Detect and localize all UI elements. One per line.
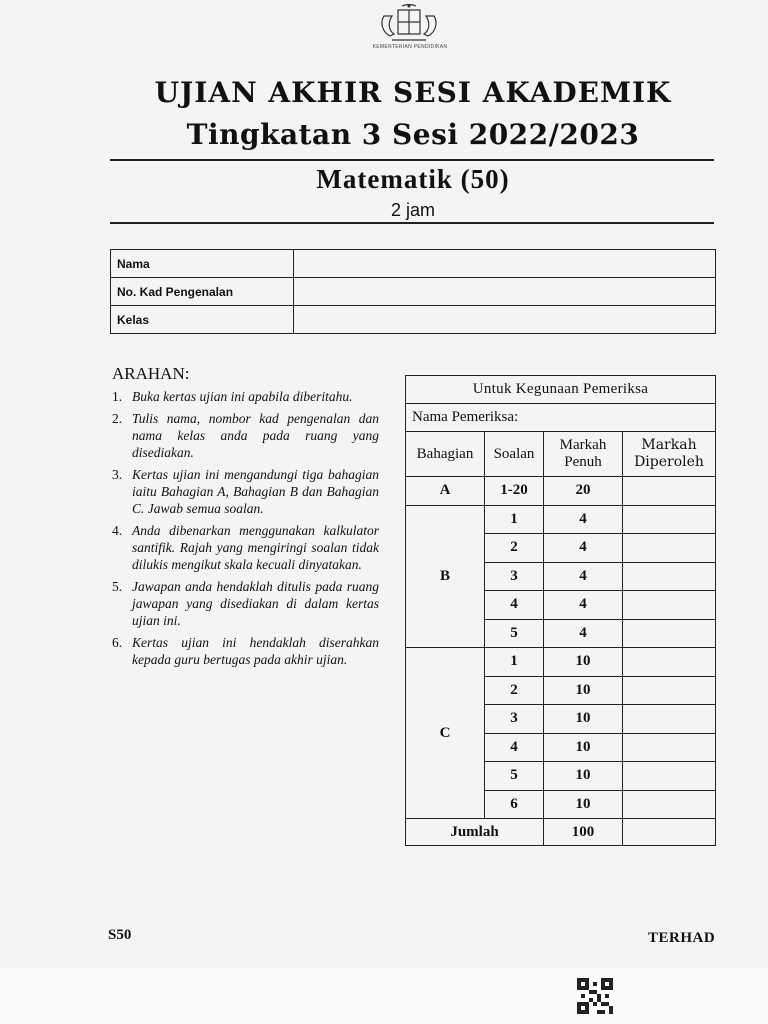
question-cell: 4	[485, 733, 544, 762]
page-bottom-area	[0, 968, 768, 1024]
question-cell: 4	[485, 591, 544, 620]
section-b-cell: B	[406, 505, 485, 648]
total-obtained-cell[interactable]	[623, 819, 716, 846]
ministry-text: KEMENTERIAN PENDIDIKAN	[372, 44, 448, 50]
instruction-item: 1. Buka kertas ujian ini apabila diberitahu.	[112, 389, 353, 404]
full-marks-cell: 10	[544, 762, 623, 791]
instruction-item: 4. Anda dibenarkan menggunakan kalkulator santifik. Rajah yang mengiringi soalan tidak dilukis mengikut skala kecuali dinyatakan.	[112, 523, 379, 572]
total-label: Jumlah	[406, 819, 544, 846]
full-marks-cell: 20	[544, 477, 623, 506]
marks-obtained-cell[interactable]	[623, 676, 716, 705]
full-marks-cell: 4	[544, 619, 623, 648]
instructions-list	[112, 388, 379, 673]
question-cell: 6	[485, 790, 544, 819]
marks-obtained-cell[interactable]	[623, 733, 716, 762]
full-marks-cell: 10	[544, 705, 623, 734]
full-marks-cell: 4	[544, 534, 623, 563]
instruction-item: 5. Jawapan anda hendaklah ditulis pada ruang jawapan yang disediakan di dalam kertas ujian ini.	[112, 579, 379, 628]
examiner-name-field[interactable]: Nama Pemeriksa:	[406, 404, 716, 432]
qr-code-icon	[577, 978, 613, 1014]
section-c-cell: C	[406, 648, 485, 819]
question-cell: 3	[485, 562, 544, 591]
question-cell: 1	[485, 648, 544, 677]
marks-obtained-cell[interactable]	[623, 477, 716, 506]
question-cell: 2	[485, 534, 544, 563]
full-marks-cell: 10	[544, 648, 623, 677]
malaysia-coat-of-arms-icon	[374, 4, 444, 48]
examiner-table	[405, 375, 716, 846]
table-row	[406, 505, 716, 534]
question-cell: 1-20	[485, 477, 544, 506]
question-cell: 5	[485, 762, 544, 791]
exam-title: UJIAN AKHIR SESI AKADEMIK	[154, 76, 672, 109]
section-a-cell: A	[406, 477, 485, 506]
info-row-ic	[111, 278, 716, 306]
col-header-marks-obtained: Markah Diperoleh	[623, 432, 716, 477]
info-row-name	[111, 250, 716, 278]
question-cell: 1	[485, 505, 544, 534]
marks-obtained-cell[interactable]	[623, 505, 716, 534]
marks-obtained-cell[interactable]	[623, 762, 716, 791]
full-marks-cell: 4	[544, 562, 623, 591]
instructions-title: ARAHAN:	[112, 364, 190, 383]
ic-number-field[interactable]	[294, 278, 716, 306]
full-marks-cell: 4	[544, 591, 623, 620]
info-label: Nama	[111, 250, 294, 278]
info-label: No. Kad Pengenalan	[111, 278, 294, 306]
exam-session: Tingkatan 3 Sesi 2022/2023	[186, 118, 640, 151]
name-field[interactable]	[294, 250, 716, 278]
marks-obtained-cell[interactable]	[623, 619, 716, 648]
info-label: Kelas	[111, 306, 294, 334]
info-row-class	[111, 306, 716, 334]
class-field[interactable]	[294, 306, 716, 334]
full-marks-cell: 10	[544, 733, 623, 762]
col-header-question: Soalan	[485, 432, 544, 477]
instruction-item: 6. Kertas ujian ini hendaklah diserahkan kepada guru bertugas pada akhir ujian.	[112, 635, 379, 667]
question-cell: 2	[485, 676, 544, 705]
table-row	[406, 648, 716, 677]
col-header-full-marks: Markah Penuh	[544, 432, 623, 477]
subject-title: Matematik (50)	[316, 164, 510, 194]
question-cell: 5	[485, 619, 544, 648]
divider-bottom	[110, 222, 714, 224]
full-marks-cell: 4	[544, 505, 623, 534]
col-header-section: Bahagian	[406, 432, 485, 477]
question-cell: 3	[485, 705, 544, 734]
table-row	[406, 477, 716, 506]
marks-obtained-cell[interactable]	[623, 790, 716, 819]
marks-obtained-cell[interactable]	[623, 591, 716, 620]
marks-obtained-cell[interactable]	[623, 562, 716, 591]
total-marks: 100	[544, 819, 623, 846]
marks-obtained-cell[interactable]	[623, 705, 716, 734]
exam-duration: 2 jam	[390, 200, 435, 220]
student-info-table	[110, 249, 716, 334]
paper-code: S50	[108, 927, 132, 943]
examiner-table-title: Untuk Kegunaan Pemeriksa	[406, 376, 716, 404]
classification-label: TERHAD	[648, 930, 716, 946]
full-marks-cell: 10	[544, 676, 623, 705]
instruction-item: 3. Kertas ujian ini mengandungi tiga bahagian iaitu Bahagian A, Bahagian B dan Bahagian C. Jawab semua soalan.	[112, 467, 379, 516]
instruction-item: 2. Tulis nama, nombor kad pengenalan dan nama kelas anda pada ruang yang disediakan.	[112, 411, 379, 460]
total-row	[406, 819, 716, 846]
divider-top	[110, 159, 714, 161]
marks-obtained-cell[interactable]	[623, 648, 716, 677]
marks-obtained-cell[interactable]	[623, 534, 716, 563]
full-marks-cell: 10	[544, 790, 623, 819]
